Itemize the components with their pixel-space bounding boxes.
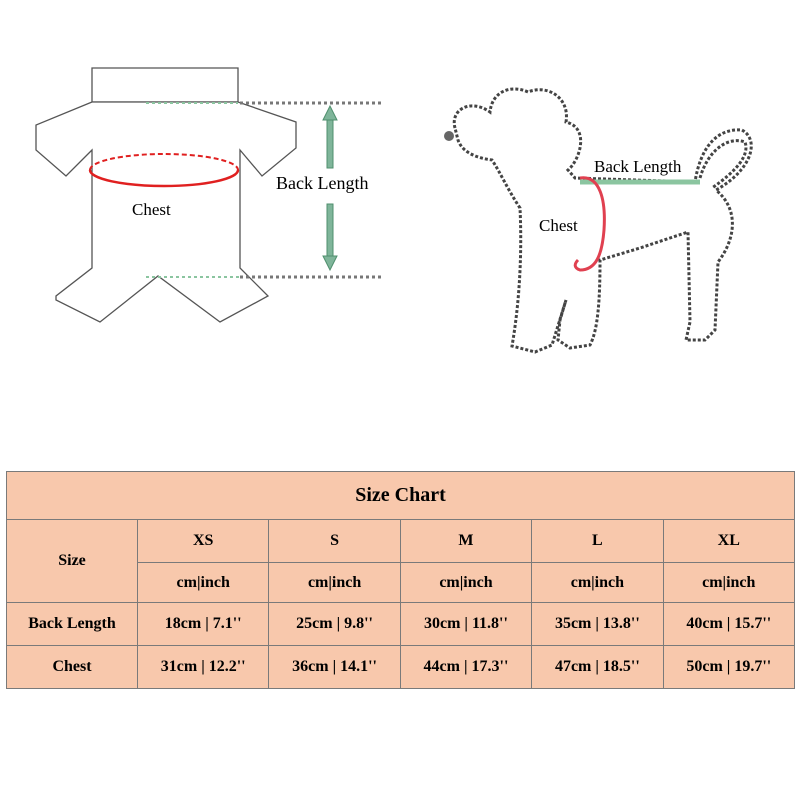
dog-back-length-label: Back Length [594, 157, 682, 176]
chest-m: 44cm | 17.3'' [400, 646, 531, 689]
dog-illustration [454, 89, 751, 352]
chest-s: 36cm | 14.1'' [269, 646, 400, 689]
garment-collar [92, 68, 238, 102]
unit-cell: cm|inch [532, 563, 663, 603]
garment-illustration [36, 68, 296, 322]
back-length-row [7, 603, 795, 646]
size-xs-header: XS [138, 520, 269, 563]
back-length-l: 35cm | 13.8'' [532, 603, 663, 646]
chest-row [7, 646, 795, 689]
size-l-header: L [532, 520, 663, 563]
garment-back-length-label: Back Length [276, 173, 369, 193]
dog-nose [444, 131, 454, 141]
chest-row-label: Chest [7, 646, 138, 689]
unit-cell: cm|inch [138, 563, 269, 603]
size-m-header: M [400, 520, 531, 563]
dog-chest-line [575, 178, 604, 270]
chest-l: 47cm | 18.5'' [532, 646, 663, 689]
back-length-m: 30cm | 11.8'' [400, 603, 531, 646]
size-chart-title-row [7, 472, 795, 520]
unit-cell: cm|inch [663, 563, 794, 603]
size-chart-title: Size Chart [7, 472, 795, 520]
back-length-row-label: Back Length [7, 603, 138, 646]
garment-chest-label: Chest [132, 200, 171, 219]
size-xl-header: XL [663, 520, 794, 563]
unit-cell: cm|inch [269, 563, 400, 603]
size-s-header: S [269, 520, 400, 563]
unit-cell: cm|inch [400, 563, 531, 603]
back-length-xs: 18cm | 7.1'' [138, 603, 269, 646]
dog-chest-label: Chest [539, 216, 578, 235]
back-length-s: 25cm | 9.8'' [269, 603, 400, 646]
back-length-xl: 40cm | 15.7'' [663, 603, 794, 646]
size-chart-table [6, 471, 795, 689]
chest-xl: 50cm | 19.7'' [663, 646, 794, 689]
size-header-cell: Size [7, 520, 138, 603]
size-header-row [7, 520, 795, 563]
chest-xs: 31cm | 12.2'' [138, 646, 269, 689]
